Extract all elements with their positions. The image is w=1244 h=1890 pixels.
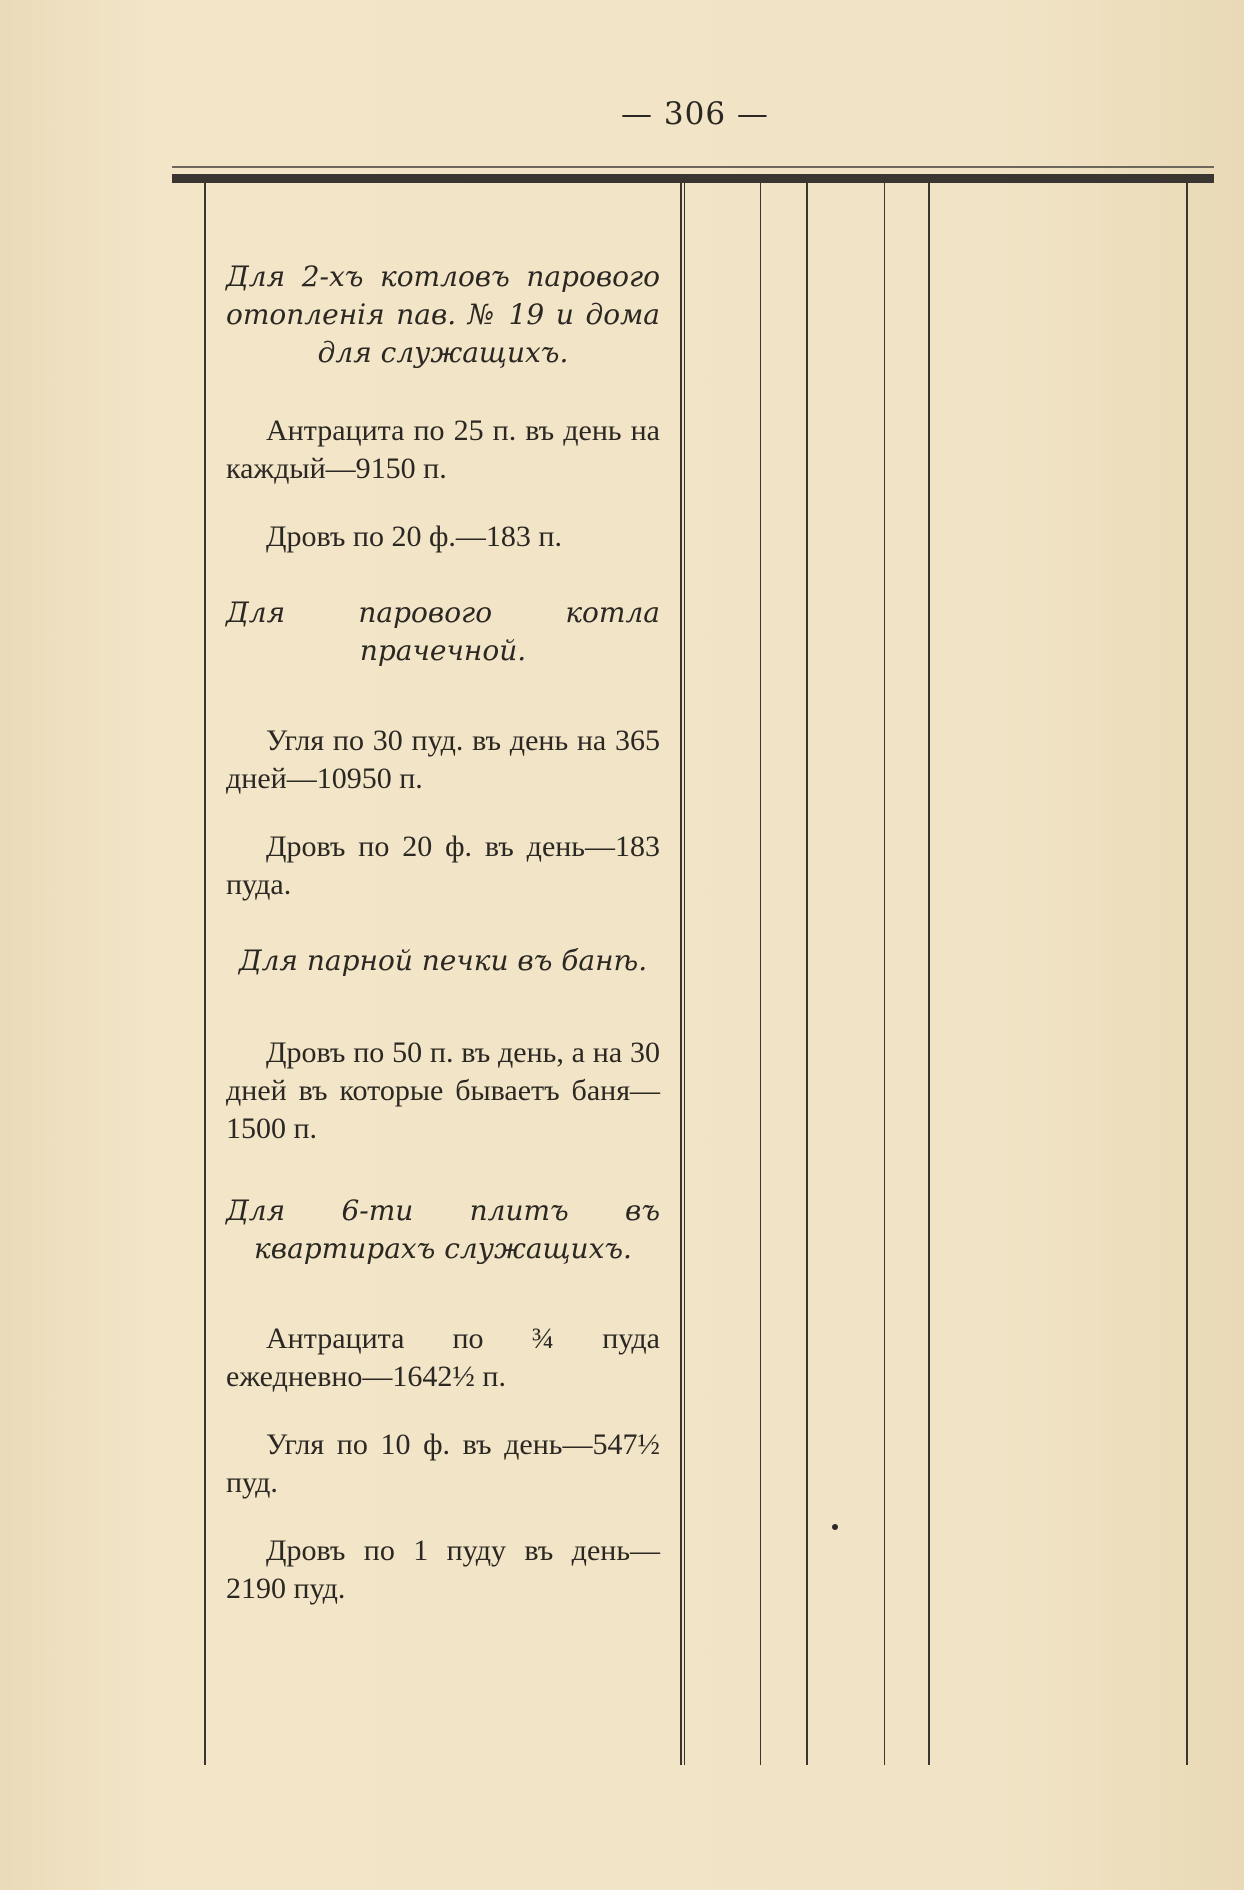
para-coal-stoves: Угля по 10 ф. въ день—547½ пуд. <box>226 1428 660 1499</box>
column-line-7 <box>1186 183 1188 1765</box>
page-number: — 306 — <box>621 96 769 132</box>
heading-stoves: Для 6-ти плитъ въ квартирахъ служащихъ. <box>226 1194 660 1265</box>
para-firewood-boilers: Дровъ по 20 ф.—183 п. <box>266 520 562 553</box>
ink-mark <box>832 1524 838 1530</box>
column-line-5 <box>884 183 885 1765</box>
column-line-6 <box>928 183 930 1765</box>
para-anthracite-stoves: Антрацита по ¾ пуда ежедневно—1642½ п. <box>226 1322 660 1393</box>
para-coal-laundry: Угля по 30 пуд. въ день на 365 дней—10950 п. <box>226 724 660 795</box>
heading-bathhouse: Для парной печки въ банѣ. <box>238 944 648 977</box>
para-firewood-stoves: Дровъ по 1 пуду въ день—2190 пуд. <box>226 1534 660 1605</box>
para-firewood-bathhouse: Дровъ по 50 п. въ день, а на 30 дней въ которые бываетъ баня—1500 п. <box>226 1036 660 1145</box>
column-line-left <box>204 183 206 1765</box>
column-line-1 <box>680 183 682 1765</box>
column-line-2 <box>684 183 685 1765</box>
text-column <box>226 258 660 1608</box>
column-line-4 <box>806 183 808 1765</box>
para-firewood-laundry: Дровъ по 20 ф. въ день—183 пуда. <box>226 830 660 901</box>
header-rule-thick <box>172 174 1214 183</box>
heading-laundry: Для парового котла прачечной. <box>226 596 660 667</box>
header-rule-thin <box>172 166 1214 168</box>
heading-boilers: Для 2-хъ котловъ парового отопленія пав. № 19 и дома для служащихъ. <box>226 260 660 369</box>
para-anthracite-boilers: Антрацита по 25 п. въ день на каждый—9150 п. <box>226 414 660 485</box>
column-line-3 <box>760 183 761 1765</box>
